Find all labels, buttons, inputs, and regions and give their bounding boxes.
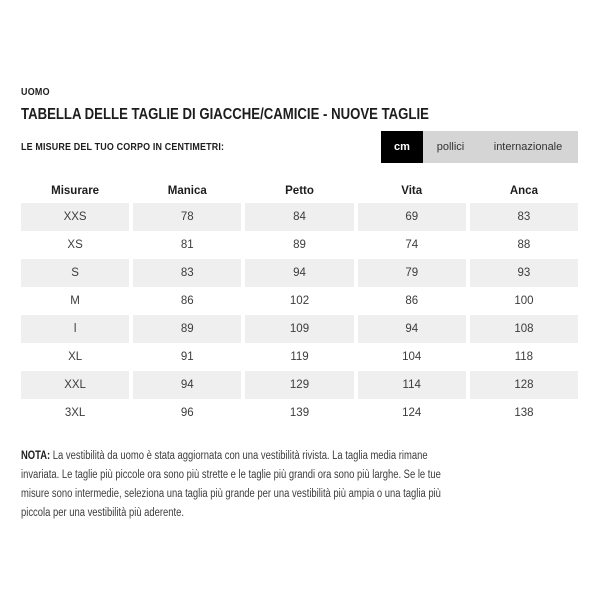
- value-cell: 78: [133, 203, 241, 231]
- category-label: UOMO: [21, 86, 50, 98]
- table-row-XS: [21, 231, 578, 259]
- value-cell: 74: [405, 239, 419, 251]
- value-cell: 86: [405, 295, 419, 307]
- value-cell: 83: [470, 203, 578, 231]
- value-cell: 96: [180, 407, 194, 419]
- column-header-anca: Anca: [509, 185, 538, 197]
- value-cell: 81: [180, 239, 194, 251]
- table-row-XL: [21, 343, 578, 371]
- page-title: TABELLA DELLE TAGLIE DI GIACCHE/CAMICIE - NUOVE TAGLIE: [21, 106, 429, 123]
- value-cell: 104: [402, 351, 422, 363]
- size-cell: XL: [68, 351, 83, 363]
- value-cell: 114: [358, 371, 466, 399]
- unit-tabs: [381, 131, 578, 163]
- table-row-l: [21, 315, 578, 343]
- size-cell: XXS: [21, 203, 129, 231]
- value-cell: 100: [514, 295, 534, 307]
- value-cell: 108: [470, 315, 578, 343]
- measurements-subtitle: LE MISURE DEL TUO CORPO IN CENTIMETRI:: [21, 141, 225, 153]
- column-header-misurare: Misurare: [51, 185, 100, 197]
- note-label: NOTA:: [21, 450, 51, 462]
- column-header-petto: Petto: [285, 185, 314, 197]
- unit-tab-cm[interactable]: cm: [381, 131, 423, 163]
- value-cell: 124: [402, 407, 422, 419]
- value-cell: 83: [133, 259, 241, 287]
- value-cell: 109: [245, 315, 353, 343]
- value-cell: 128: [470, 371, 578, 399]
- value-cell: 138: [514, 407, 534, 419]
- size-table: [21, 179, 578, 427]
- table-row-XXS: [21, 203, 578, 231]
- size-cell: S: [21, 259, 129, 287]
- value-cell: 89: [133, 315, 241, 343]
- table-row-3XL: [21, 399, 578, 427]
- size-cell: XS: [67, 239, 83, 251]
- value-cell: 94: [358, 315, 466, 343]
- value-cell: 118: [514, 351, 534, 363]
- table-row-M: [21, 287, 578, 315]
- size-cell: M: [70, 295, 80, 307]
- value-cell: 93: [470, 259, 578, 287]
- measure-toolbar: [21, 131, 578, 163]
- size-table-body: [21, 203, 578, 427]
- table-row-S: [21, 259, 578, 287]
- size-cell: l: [21, 315, 129, 343]
- note-body: La vestibilità da uomo è stata aggiornata con una vestibilità rivista. La taglia media rimane invariata. Le taglie più piccole ora sono più strette e le taglie più grandi ora sono più larghe. Se le tue misure sono intermedie, seleziona una taglia più grande per una vestibilità più ampia o una taglia più piccola per una vestibilità più aderente.: [21, 450, 441, 519]
- size-cell: XXL: [21, 371, 129, 399]
- value-cell: 139: [289, 407, 310, 419]
- value-cell: 89: [293, 239, 306, 251]
- value-cell: 129: [245, 371, 353, 399]
- column-header-manica: Manica: [167, 185, 207, 197]
- value-cell: 69: [358, 203, 466, 231]
- value-cell: 94: [133, 371, 241, 399]
- unit-tab-pollici[interactable]: pollici: [436, 141, 465, 153]
- value-cell: 119: [290, 351, 309, 363]
- value-cell: 94: [245, 259, 353, 287]
- value-cell: 91: [180, 351, 194, 363]
- value-cell: 88: [517, 239, 531, 251]
- column-header-vita: Vita: [401, 185, 423, 197]
- note-text: [21, 447, 468, 523]
- unit-tab-internazionale[interactable]: internazionale: [493, 141, 563, 153]
- size-table-header: [21, 179, 578, 203]
- size-cell: 3XL: [64, 407, 86, 419]
- value-cell: 84: [245, 203, 353, 231]
- table-row-XXL: [21, 371, 578, 399]
- value-cell: 79: [358, 259, 466, 287]
- value-cell: 86: [180, 295, 194, 307]
- value-cell: 102: [289, 295, 310, 307]
